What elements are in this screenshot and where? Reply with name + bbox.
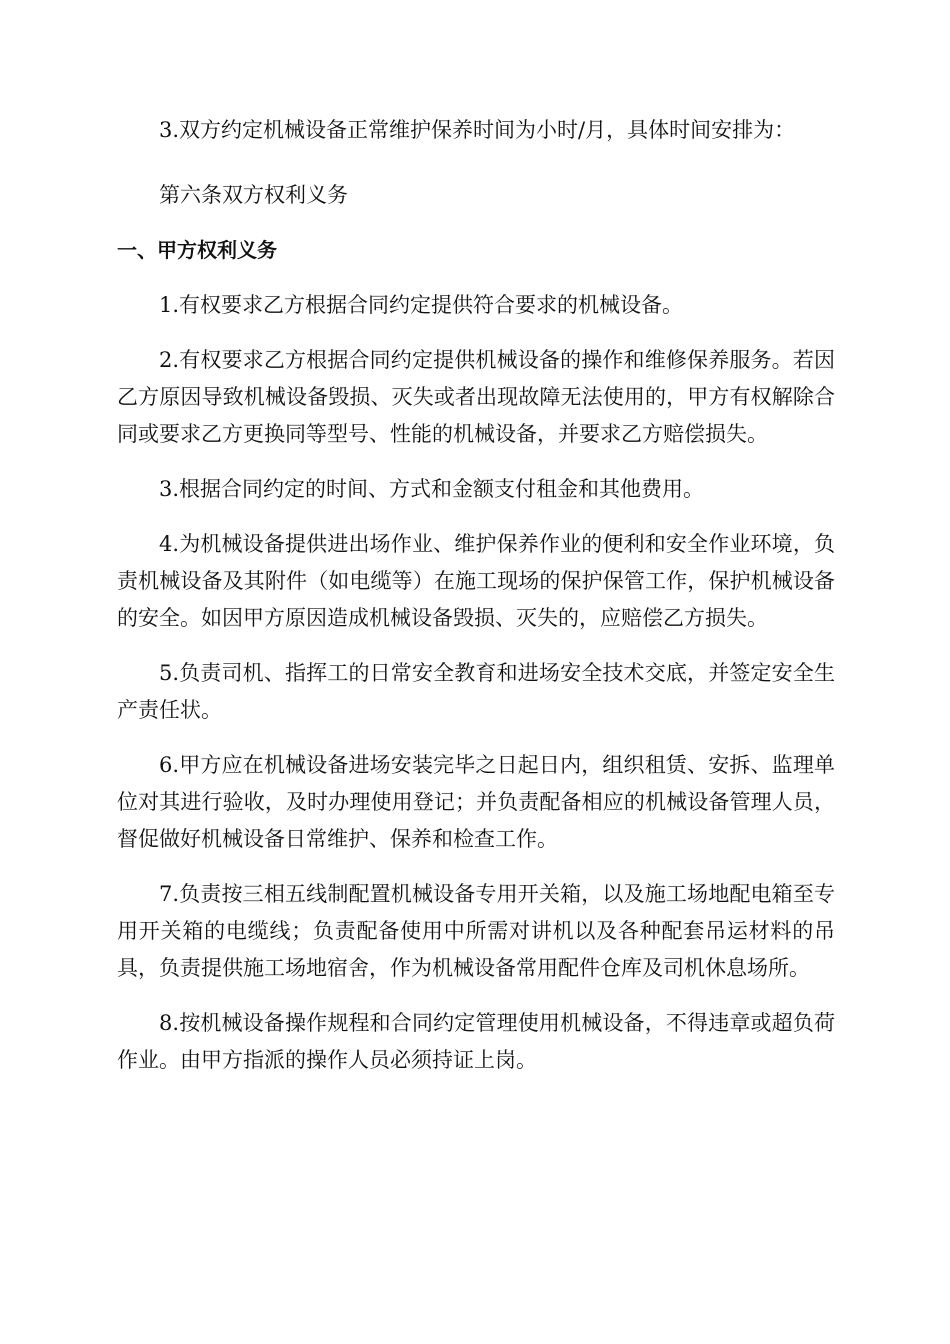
list-item: 4.为机械设备提供进出场作业、维护保养作业的便利和安全作业环境，负责机械设备及其附件（如电缆等）在施工现场的保护保管工作，保护机械设备的安全。如因甲方原因造成机械设备毁损、灭失的，应赔偿乙方损失。 xyxy=(117,532,835,630)
clause-3-maintenance-time: 3.双方约定机械设备正常维护保养时间为小时/月，具体时间安排为： xyxy=(159,118,796,142)
list-item: 7.负责按三相五线制配置机械设备专用开关箱，以及施工场地配电箱至专用开关箱的电缆线；负责配备使用中所需对讲机以及各种配套吊运材料的吊具，负责提供施工场地宿舍，作为机械设备常用配件仓库及司机休息场所。 xyxy=(117,882,835,980)
list-item: 1.有权要求乙方根据合同约定提供符合要求的机械设备。 xyxy=(159,293,684,317)
section-heading: 一、甲方权利义务 xyxy=(117,238,277,262)
list-item: 2.有权要求乙方根据合同约定提供机械设备的操作和维修保养服务。若因乙方原因导致机械设备毁损、灭失或者出现故障无法使用的，甲方有权解除合同或要求乙方更换同等型号、性能的机械设备，并要求乙方赔偿损失。 xyxy=(117,348,835,446)
document-page xyxy=(117,112,835,1097)
list-item: 6.甲方应在机械设备进场安装完毕之日起日内，组织租赁、安拆、监理单位对其进行验收，及时办理使用登记；并负责配备相应的机械设备管理人员，督促做好机械设备日常维护、保养和检查工作。 xyxy=(117,753,835,851)
list-item: 3.根据合同约定的时间、方式和金额支付租金和其他费用。 xyxy=(159,477,705,501)
list-item: 5.负责司机、指挥工的日常安全教育和进场安全技术交底，并签定安全生产责任状。 xyxy=(117,661,835,722)
article-title: 第六条双方权利义务 xyxy=(159,183,348,207)
list-item: 8.按机械设备操作规程和合同约定管理使用机械设备，不得违章或超负荷作业。由甲方指派的操作人员必须持证上岗。 xyxy=(117,1011,835,1072)
